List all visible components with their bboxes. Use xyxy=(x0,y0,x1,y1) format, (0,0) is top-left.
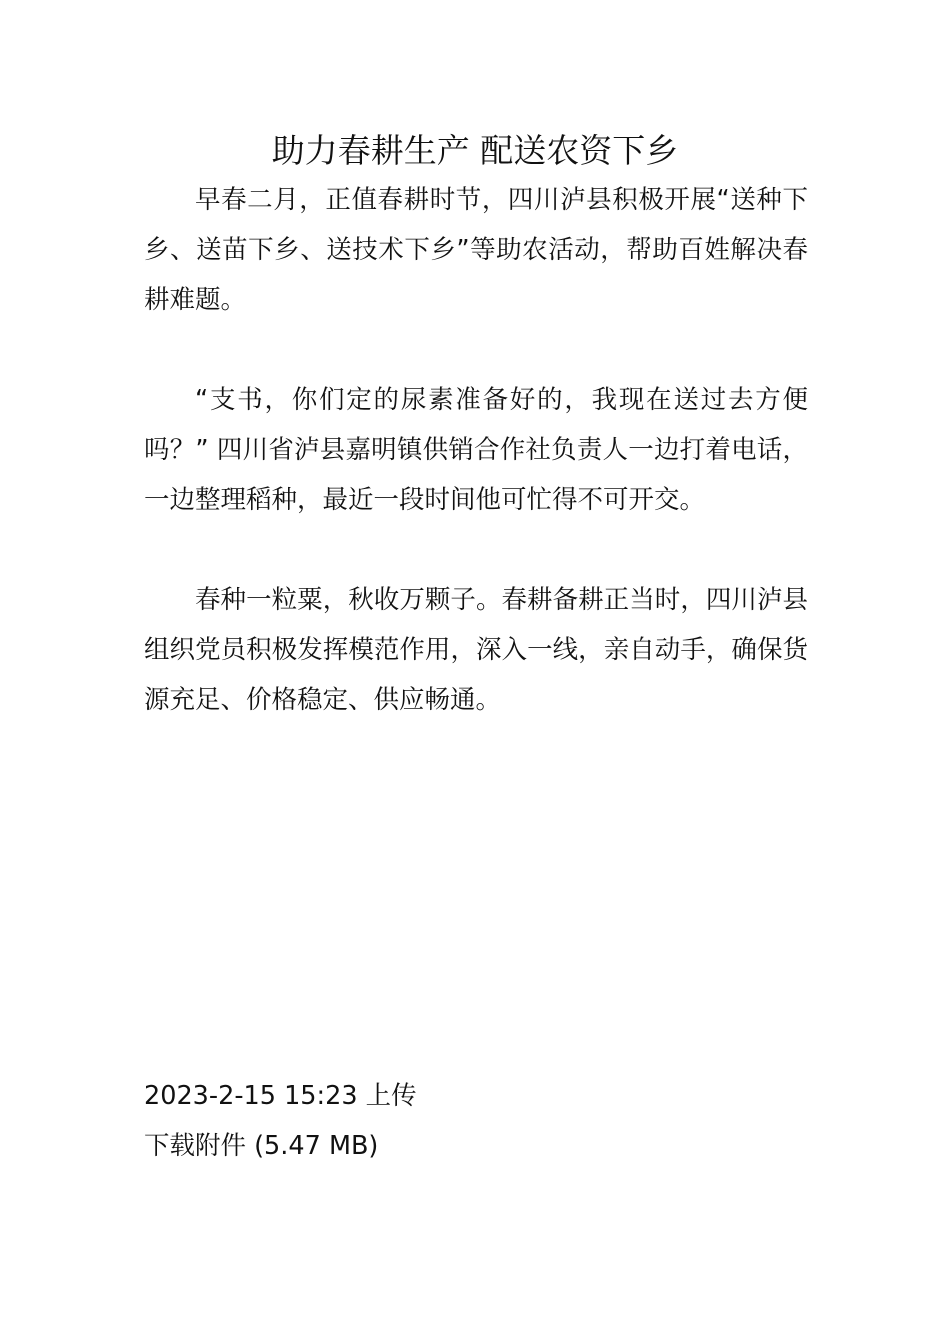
article-paragraph-3: 春种一粒粟，秋收万颗子。春耕备耕正当时，四川泸县组织党员积极发挥模范作用，深入一线，亲自动手，确保货源充足、价格稳定、供应畅通。 xyxy=(144,585,808,715)
article-paragraph-2: “支书，你们定的尿素准备好的，我现在送过去方便吗？” 四川省泸县嘉明镇供销合作社负责人一边打着电话，一边整理稻种，最近一段时间他可忙得不可开交。 xyxy=(144,385,808,515)
download-attachment-link[interactable]: 下载附件 (5.47 MB) xyxy=(144,1131,379,1161)
upload-timestamp: 2023-2-15 15:23 上传 xyxy=(144,1081,417,1111)
article-title: 助力春耕生产 配送农资下乡 xyxy=(271,131,679,170)
article-paragraph-1: 早春二月，正值春耕时节，四川泸县积极开展“送种下乡、送苗下乡、送技术下乡”等助农活动，帮助百姓解决春耕难题。 xyxy=(144,185,808,315)
